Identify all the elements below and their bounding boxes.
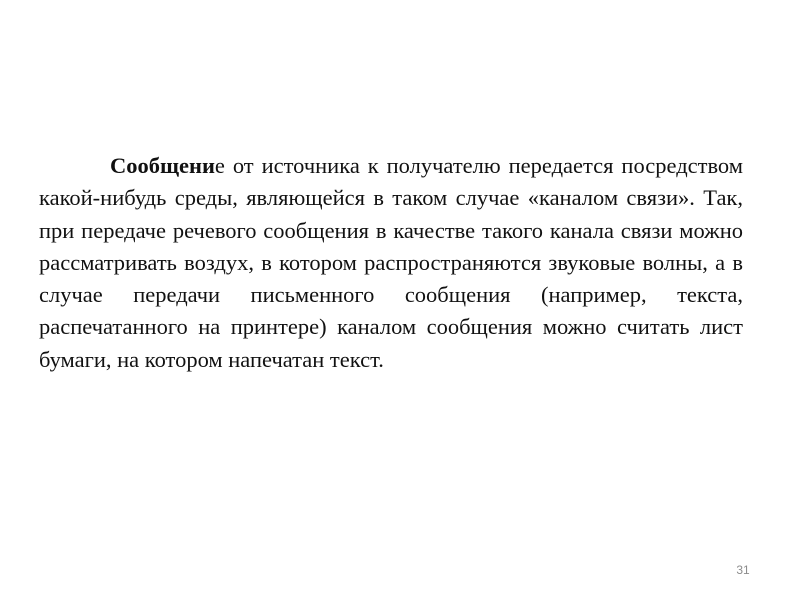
paragraph-text: е от источника к получателю передается посредством какой-нибудь среды, являющейся в таком случае «каналом связи». Так, при передаче речевого сообщения в качестве такого канала связи можно рассматривать воздух, в котором распространяются звуковые волны, а в случае передачи письменного сообщения (например, текста, распечатанного на принтере) каналом сообщения можно считать лист бумаги, на котором напечатан текст. [39, 153, 743, 372]
body-paragraph [39, 150, 743, 376]
highlighted-term: Сообщени [110, 153, 215, 178]
page-number: 31 [736, 563, 750, 577]
